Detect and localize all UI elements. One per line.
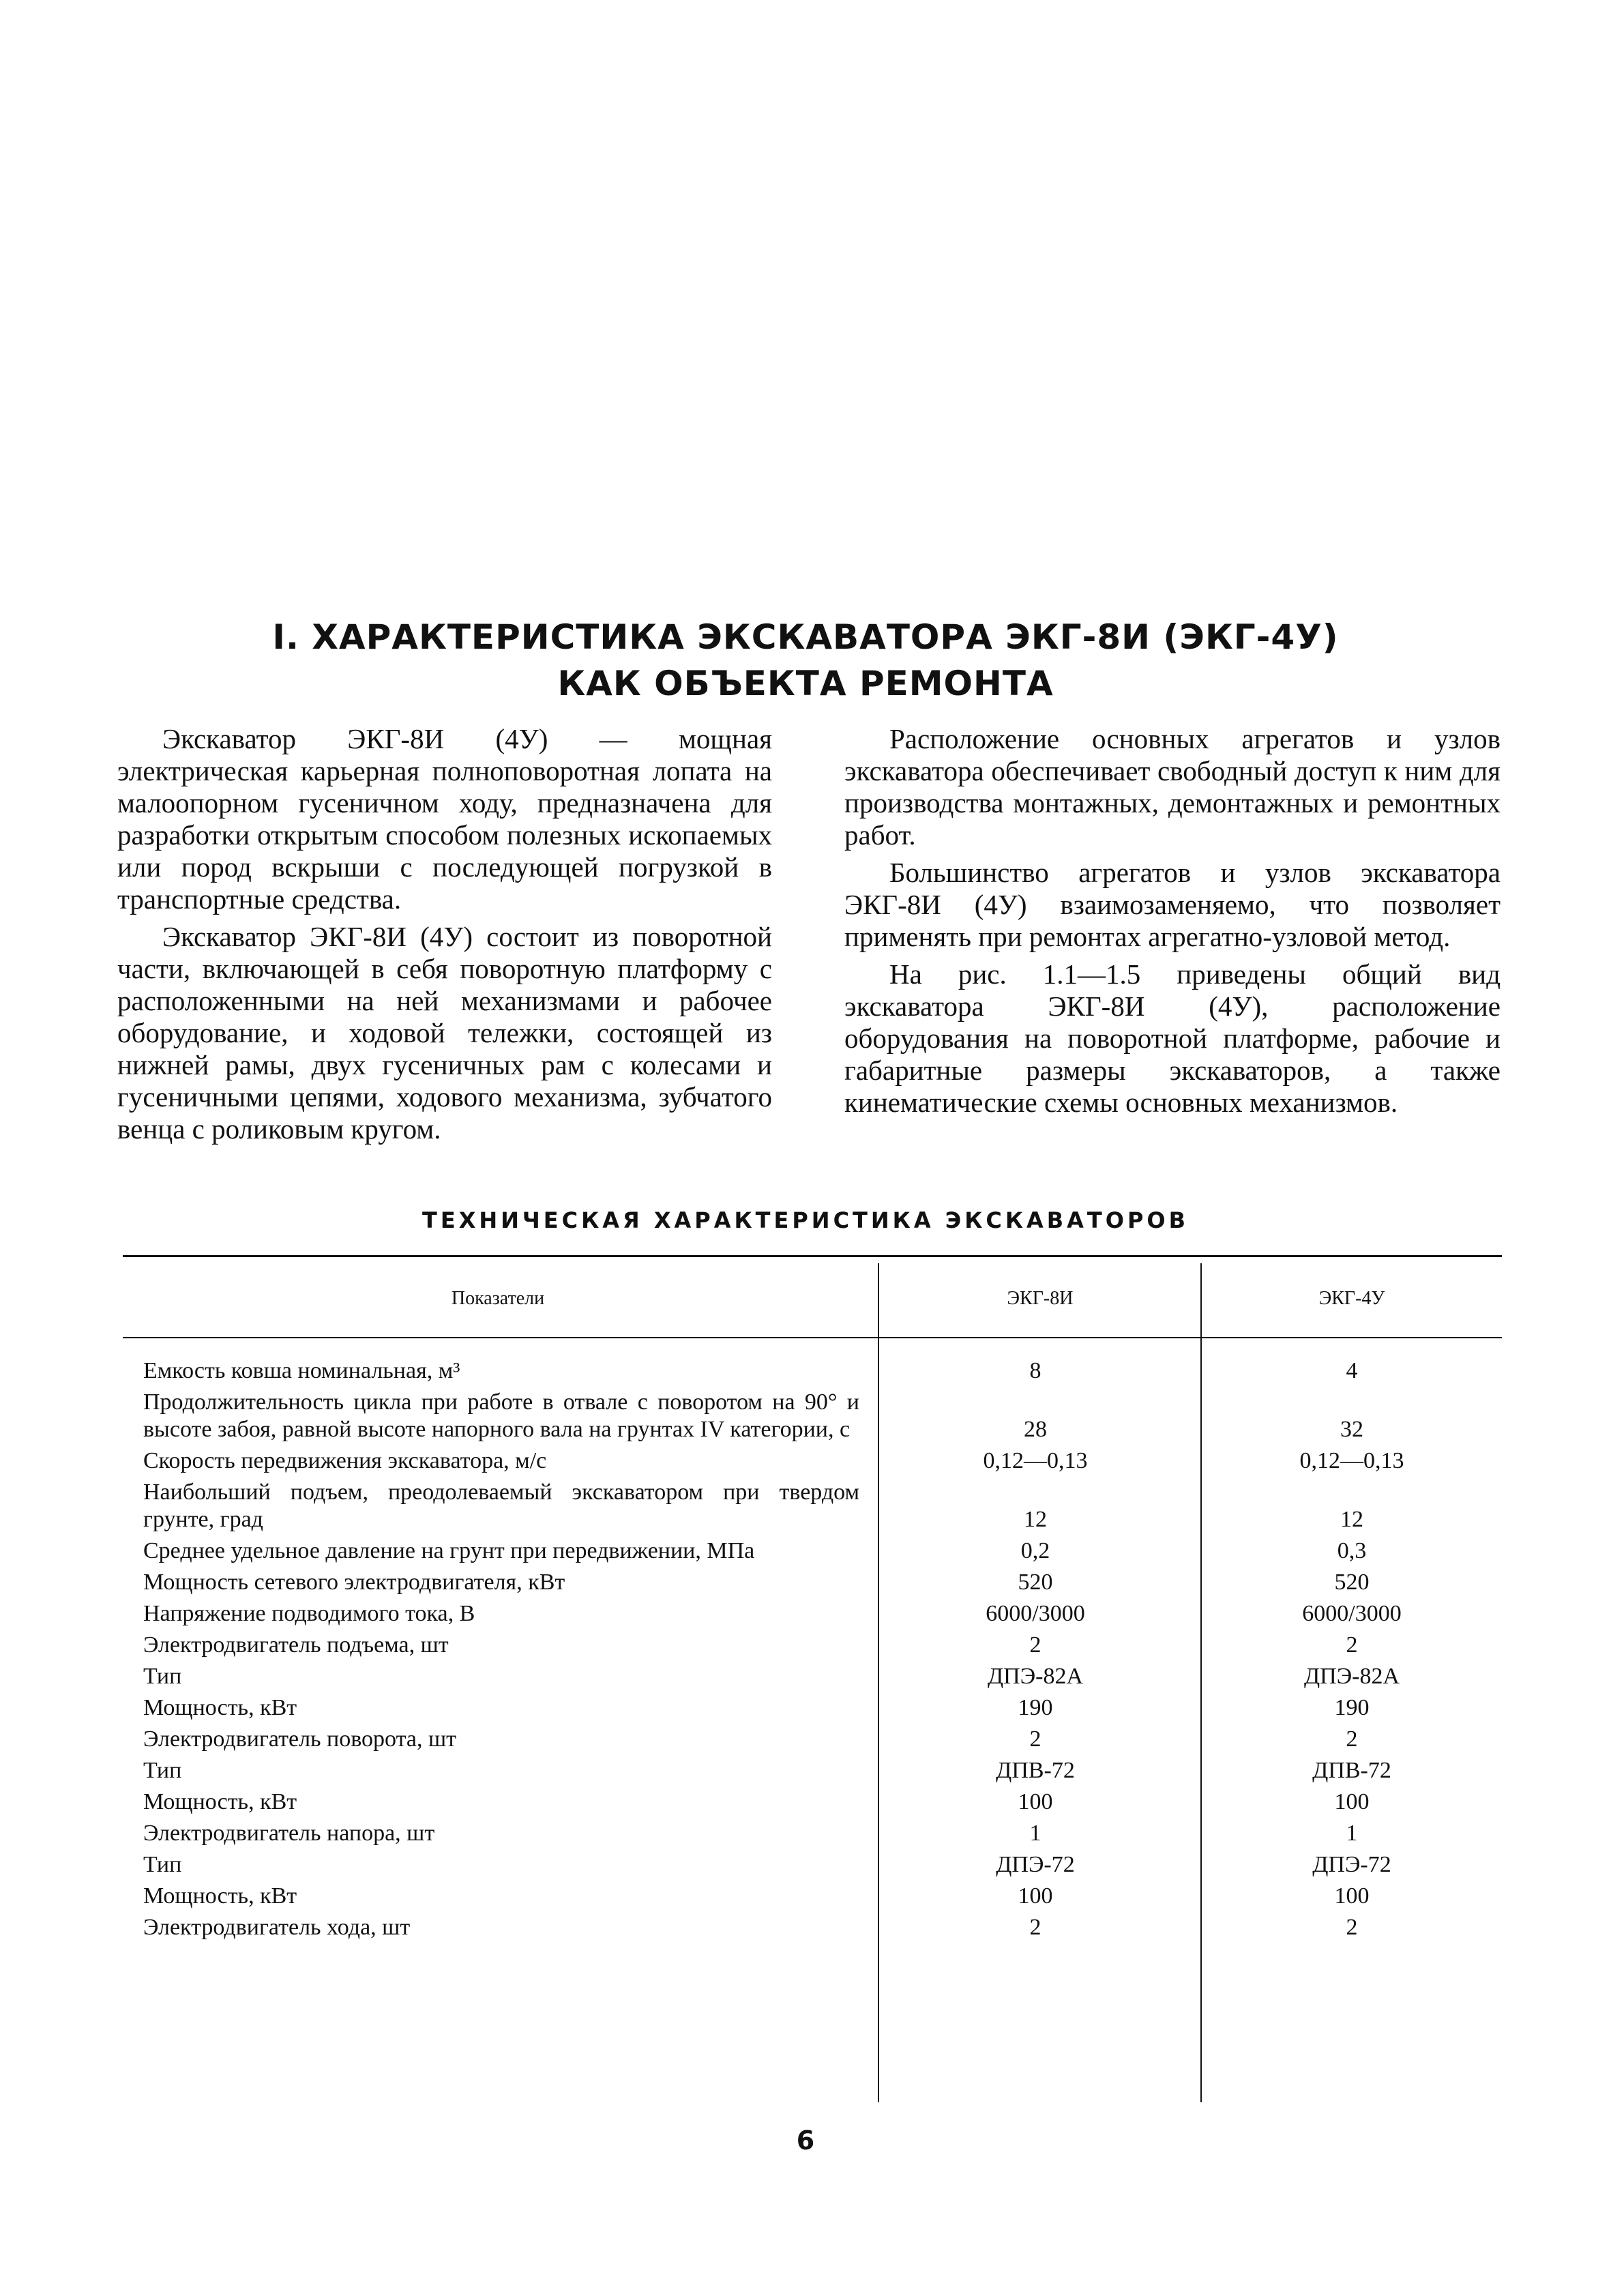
table-top-rule xyxy=(123,1255,1502,1257)
table-cell-ekg-8i: ДПВ-72 xyxy=(996,1758,1075,1783)
table-cell-indicator: Скорость передвижения экскаватора, м/с xyxy=(143,1448,547,1473)
table-cell-ekg-4u: ДПЭ-82А xyxy=(1303,1664,1400,1689)
table-cell-ekg-8i: 0,12—0,13 xyxy=(983,1448,1088,1473)
table-cell-indicator: Электродвигатель хода, шт xyxy=(143,1915,411,1940)
table-row xyxy=(123,1789,1502,1816)
table-cell-ekg-8i: 100 xyxy=(1018,1789,1053,1814)
table-cell-ekg-4u: ДПЭ-72 xyxy=(1312,1852,1391,1877)
table-row xyxy=(123,1632,1502,1659)
table-row xyxy=(123,1694,1502,1722)
table-cell-ekg-8i: 2 xyxy=(1029,1915,1041,1940)
chapter-heading-line-1: I. ХАРАКТЕРИСТИКА ЭКСКАВАТОРА ЭКГ-8И (ЭКГ-4У) xyxy=(272,617,1339,657)
table-cell-ekg-8i: ДПЭ-72 xyxy=(996,1852,1075,1877)
table-cell-ekg-4u: 4 xyxy=(1346,1358,1358,1383)
table-cell-ekg-8i: 520 xyxy=(1018,1570,1053,1595)
table-cell-indicator: Мощность, кВт xyxy=(143,1883,297,1909)
table-header-indicators: Показатели xyxy=(451,1288,545,1309)
table-cell-ekg-8i: 1 xyxy=(1029,1821,1041,1846)
table-cell-indicator: Среднее удельное давление на грунт при передвижении, МПа xyxy=(143,1538,755,1563)
table-cell-ekg-4u: ДПВ-72 xyxy=(1312,1758,1391,1783)
paragraph: Экскаватор ЭКГ-8И (4У) состоит из поворотной части, включающей в себя поворотную платформу с расположенными на ней механизмами и рабочее оборудование, и ходовой тележки, состоящей из нижней рамы, двух гусеничных рам с колесами и гусеничными цепями, ходового механизма, зубчатого венца с роликовым кругом. xyxy=(117,921,772,1145)
table-cell-ekg-4u: 190 xyxy=(1334,1695,1370,1720)
table-cell-ekg-8i: ДПЭ-82А xyxy=(987,1664,1084,1689)
chapter-heading-line-2: КАК ОБЪЕКТА РЕМОНТА xyxy=(557,664,1054,703)
table-cell-indicator: Наибольший подъем, преодолеваемый экскаватором при твердом грунте, град xyxy=(143,1480,859,1532)
table-cell-indicator: Тип xyxy=(143,1852,182,1877)
table-title: ТЕХНИЧЕСКАЯ ХАРАКТЕРИСТИКА ЭКСКАВАТОРОВ xyxy=(422,1207,1189,1233)
table-cell-ekg-4u: 100 xyxy=(1334,1883,1370,1909)
table-cell-ekg-8i: 0,2 xyxy=(1020,1538,1050,1563)
table-row xyxy=(123,1479,1502,1533)
table-row xyxy=(123,1663,1502,1690)
table-cell-ekg-4u: 520 xyxy=(1334,1570,1370,1595)
table-cell-ekg-4u: 0,12—0,13 xyxy=(1299,1448,1404,1473)
table-row xyxy=(123,1569,1502,1596)
table-row xyxy=(123,1537,1502,1565)
left-text-column xyxy=(117,723,772,1151)
table-row xyxy=(123,1883,1502,1910)
table-row xyxy=(123,1600,1502,1628)
table-header-rule xyxy=(123,1337,1502,1338)
table-cell-ekg-4u: 100 xyxy=(1334,1789,1370,1814)
table-cell-indicator: Электродвигатель поворота, шт xyxy=(143,1726,457,1752)
table-cell-ekg-8i: 2 xyxy=(1029,1726,1041,1752)
right-text-column xyxy=(844,723,1501,1124)
paragraph: На рис. 1.1—1.5 приведены общий вид экскаватора ЭКГ-8И (4У), расположение оборудования на поворотной платформе, рабочие и габаритные размеры экскаваторов, а также кинематические схемы основных механизмов. xyxy=(844,958,1501,1118)
table-cell-indicator: Мощность, кВт xyxy=(143,1789,297,1814)
table-row xyxy=(123,1357,1502,1385)
table-row xyxy=(123,1914,1502,1941)
table-cell-ekg-8i: 6000/3000 xyxy=(986,1601,1085,1626)
table-cell-ekg-8i: 100 xyxy=(1018,1883,1053,1909)
table-row xyxy=(123,1820,1502,1847)
table-header-ekg-8i: ЭКГ-8И xyxy=(1007,1288,1074,1309)
paragraph: Экскаватор ЭКГ-8И (4У) — мощная электрическая карьерная полноповоротная лопата на малоопорном гусеничном ходу, предназначена для разработки открытым способом полезных ископаемых или пород вскрыши с последующей погрузкой в транспортные средства. xyxy=(117,723,772,915)
table-header-ekg-4u: ЭКГ-4У xyxy=(1318,1288,1385,1309)
table-cell-indicator: Напряжение подводимого тока, В xyxy=(143,1601,475,1626)
table-cell-ekg-4u: 6000/3000 xyxy=(1302,1601,1402,1626)
table-body xyxy=(123,1357,1502,1945)
table-cell-ekg-8i: 28 xyxy=(1024,1417,1047,1442)
table-cell-ekg-8i: 12 xyxy=(1024,1507,1047,1532)
chapter-heading xyxy=(0,614,1611,707)
table-row xyxy=(123,1389,1502,1443)
table-cell-indicator: Емкость ковша номинальная, м³ xyxy=(143,1358,460,1383)
table-cell-ekg-8i: 8 xyxy=(1029,1358,1041,1383)
table-row xyxy=(123,1447,1502,1475)
table-cell-ekg-4u: 0,3 xyxy=(1337,1538,1367,1563)
table-cell-ekg-8i: 2 xyxy=(1029,1632,1041,1658)
table-row xyxy=(123,1757,1502,1784)
table-cell-ekg-4u: 2 xyxy=(1346,1632,1358,1658)
table-cell-ekg-4u: 12 xyxy=(1340,1507,1363,1532)
table-cell-indicator: Электродвигатель подъема, шт xyxy=(143,1632,449,1658)
paragraph: Большинство агрегатов и узлов экскаватора ЭКГ-8И (4У) взаимозаменяемо, что позволяет применять при ремонтах агрегатно-узловой метод. xyxy=(844,857,1501,952)
table-cell-ekg-4u: 2 xyxy=(1346,1915,1358,1940)
table-cell-ekg-4u: 2 xyxy=(1346,1726,1358,1752)
table-cell-indicator: Тип xyxy=(143,1758,182,1783)
table-cell-ekg-4u: 32 xyxy=(1340,1417,1363,1442)
table-cell-indicator: Продолжительность цикла при работе в отвале с поворотом на 90° и высоте забоя, равной высоте напорного вала на грунтах IV категории, с xyxy=(143,1389,859,1442)
table-cell-indicator: Мощность сетевого электродвигателя, кВт xyxy=(143,1570,565,1595)
table-row xyxy=(123,1726,1502,1753)
table-cell-indicator: Мощность, кВт xyxy=(143,1695,297,1720)
page-number: 6 xyxy=(796,2125,815,2155)
table-cell-ekg-4u: 1 xyxy=(1346,1821,1358,1846)
table-cell-indicator: Тип xyxy=(143,1664,182,1689)
table-cell-indicator: Электродвигатель напора, шт xyxy=(143,1821,435,1846)
table-cell-ekg-8i: 190 xyxy=(1018,1695,1053,1720)
paragraph: Расположение основных агрегатов и узлов экскаватора обеспечивает свободный доступ к ним для производства монтажных, демонтажных и ремонтных работ. xyxy=(844,723,1501,851)
table-row xyxy=(123,1851,1502,1879)
